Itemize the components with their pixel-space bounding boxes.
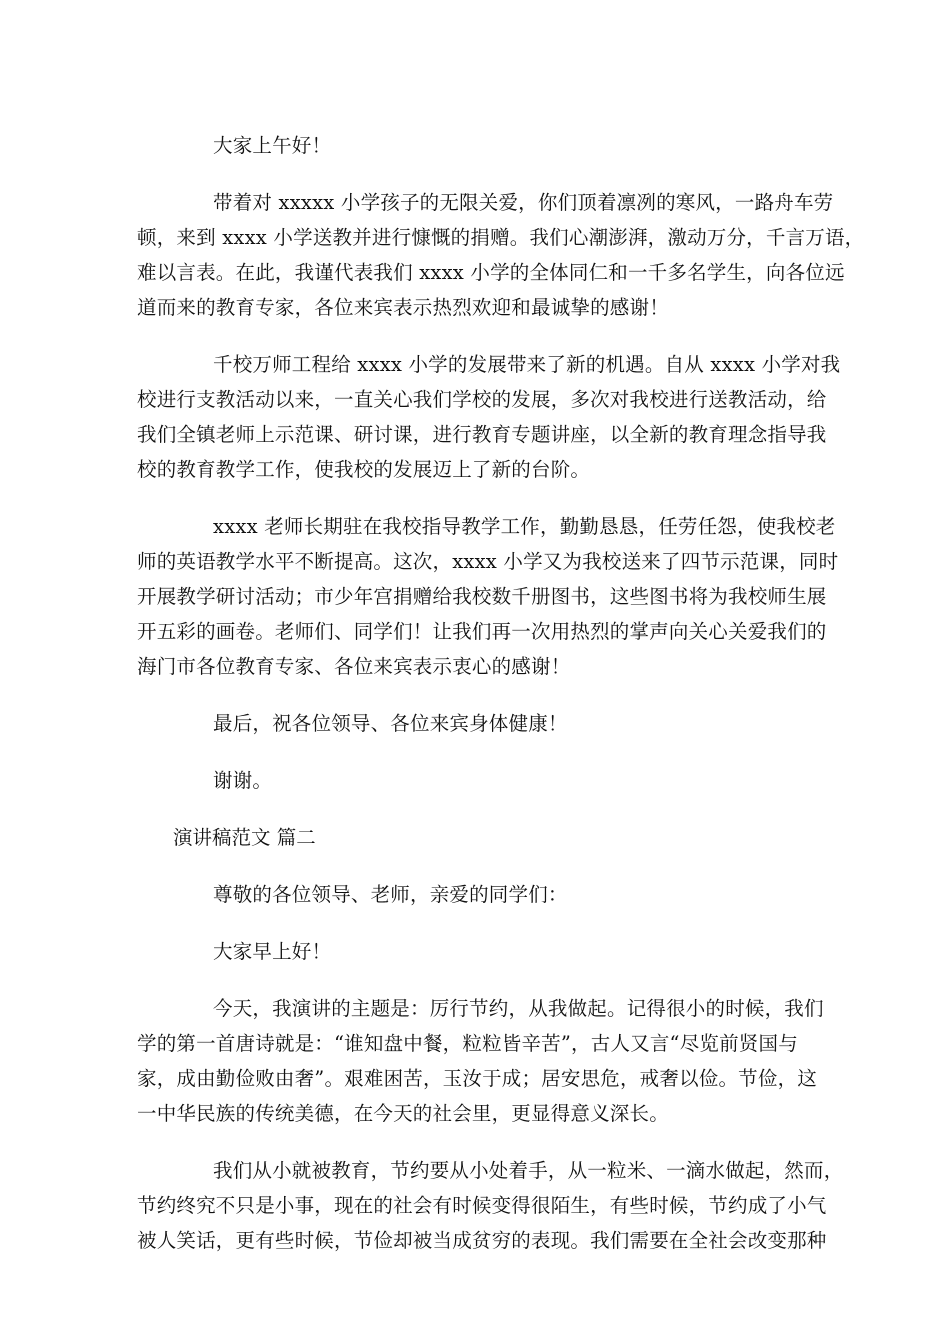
paragraph-closing xyxy=(137,763,821,798)
text-line: 师的英语教学水平不断提高。这次，xxxx 小学又为我校送来了四节示范课，同时 xyxy=(137,550,839,573)
text-line: xxxx 老师长期驻在我校指导教学工作，勤勤恳恳，任劳任怨，使我校老 xyxy=(213,515,836,538)
paragraph-teacher xyxy=(137,509,839,684)
paragraph-thanks-visit xyxy=(137,185,865,325)
text-line: 带着对 xxxxx 小学孩子的无限关爱，你们顶着凛冽的寒风，一路舟车劳 xyxy=(213,191,834,214)
text-line: 开五彩的画卷。老师们、同学们！让我们再一次用热烈的掌声向关心关爱我们的 xyxy=(137,620,827,643)
text-line: 千校万师工程给 xxxx 小学的发展带来了新的机遇。自从 xxxx 小学对我 xyxy=(213,353,841,376)
document-page xyxy=(137,128,865,1280)
text-line: 大家上午好！ xyxy=(213,134,332,157)
paragraph-greeting-2 xyxy=(137,934,821,969)
paragraph-wishes xyxy=(137,706,821,741)
text-line: 道而来的教育专家，各位来宾表示热烈欢迎和最诚挚的感谢！ xyxy=(137,296,669,319)
text-line: 校的教育教学工作，使我校的发展迈上了新的台阶。 xyxy=(137,458,591,481)
text-line: 难以言表。在此，我谨代表我们 xxxx 小学的全体同仁和一千多名学生，向各位远 xyxy=(137,261,845,284)
text-line: 开展教学研讨活动；市少年宫捐赠给我校数千册图书，这些图书将为我校师生展 xyxy=(137,585,827,608)
text-line: 学的第一首唐诗就是：“谁知盘中餐，粒粒皆辛苦”，古人又言“尽览前贤国与 xyxy=(137,1032,798,1055)
paragraph-salutation xyxy=(137,877,821,912)
text-line: 校进行支教活动以来，一直关心我们学校的发展，多次对我校进行送教活动，给 xyxy=(137,388,827,411)
paragraph-project xyxy=(137,347,841,487)
text-line: 我们从小就被教育，节约要从小处着手，从一粒米、一滴水做起，然而， xyxy=(213,1159,844,1182)
text-line: 我们全镇老师上示范课、研讨课，进行教育专题讲座，以全新的教育理念指导我 xyxy=(137,423,827,446)
text-line: 尊敬的各位领导、老师，亲爱的同学们： xyxy=(213,883,568,906)
text-line: 谢谢。 xyxy=(213,769,273,792)
paragraph-theme xyxy=(137,991,824,1131)
text-line: 大家早上好！ xyxy=(213,940,332,963)
text-line: 家，成由勤俭败由奢”。艰难困苦，玉汝于成；居安思危，戒奢以俭。节俭，这 xyxy=(137,1067,817,1090)
text-line: 顿，来到 xxxx 小学送教并进行慷慨的捐赠。我们心潮澎湃，激动万分，千言万语， xyxy=(137,226,865,249)
text-line: 被人笑话，更有些时候，节俭却被当成贫穷的表现。我们需要在全社会改变那种 xyxy=(137,1229,827,1252)
text-line: 海门市各位教育专家、各位来宾表示衷心的感谢！ xyxy=(137,655,571,678)
section-heading: 演讲稿范文 篇二 xyxy=(173,826,316,849)
text-line: 一中华民族的传统美德，在今天的社会里，更显得意义深长。 xyxy=(137,1102,669,1125)
text-line: 今天，我演讲的主题是：厉行节约，从我做起。记得很小的时候，我们 xyxy=(213,997,824,1020)
paragraph-education xyxy=(137,1153,844,1258)
paragraph-greeting xyxy=(137,128,821,163)
text-line: 最后，祝各位领导、各位来宾身体健康！ xyxy=(213,712,568,735)
text-line: 节约终究不只是小事，现在的社会有时候变得很陌生，有些时候，节约成了小气 xyxy=(137,1194,827,1217)
